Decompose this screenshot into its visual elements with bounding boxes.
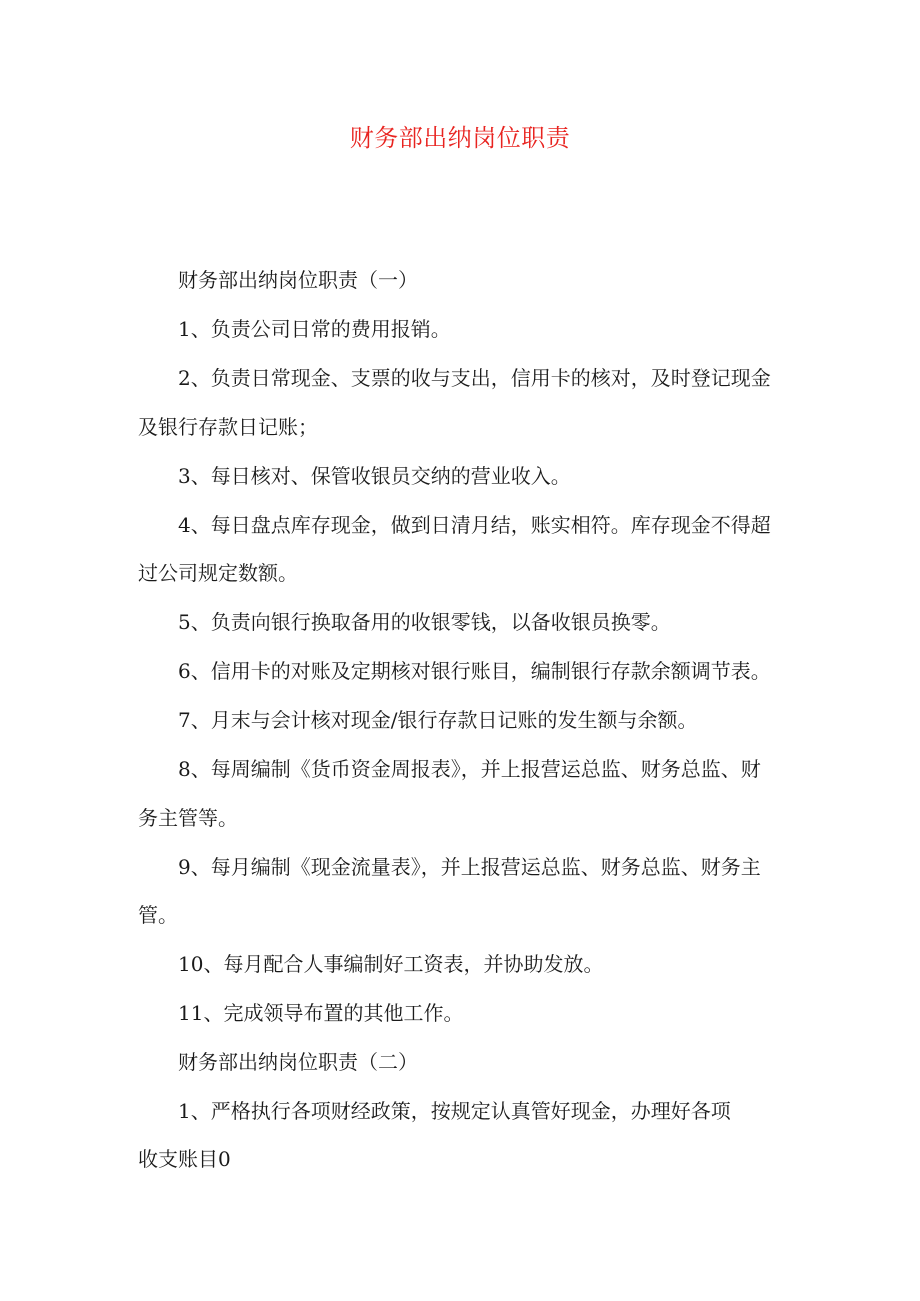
paragraph-line: 1、严格执行各项财经政策，按规定认真管好现金，办理好各项 [178, 1099, 731, 1123]
section-heading: 财务部出纳岗位职责（一） [178, 268, 418, 292]
paragraph-line: 收支账目0 [138, 1147, 231, 1171]
paragraph-line: 6、信用卡的对账及定期核对银行账目，编制银行存款余额调节表。 [178, 659, 771, 683]
paragraph-line: 11、完成领导布置的其他工作。 [178, 1001, 464, 1025]
paragraph-line: 2、负责日常现金、支票的收与支出，信用卡的核对，及时登记现金 [178, 366, 771, 390]
paragraph-line: 过公司规定数额。 [138, 561, 298, 585]
paragraph-line: 7、月末与会计核对现金/银行存款日记账的发生额与余额。 [178, 708, 698, 732]
paragraph-line: 8、每周编制《货币资金周报表》，并上报营运总监、财务总监、财 [178, 757, 761, 781]
document-title: 财务部出纳岗位职责 [349, 124, 571, 152]
paragraph-line: 9、每月编制《现金流量表》，并上报营运总监、财务总监、财务主 [178, 855, 761, 879]
paragraph-line: 管。 [138, 903, 178, 927]
paragraph-line: 5、负责向银行换取备用的收银零钱，以备收银员换零。 [178, 610, 671, 634]
paragraph-line: 4、每日盘点库存现金，做到日清月结，账实相符。库存现金不得超 [178, 513, 771, 537]
section-heading: 财务部出纳岗位职责（二） [178, 1050, 418, 1074]
paragraph-line: 10、每月配合人事编制好工资表，并协助发放。 [178, 952, 604, 976]
paragraph-line: 1、负责公司日常的费用报销。 [178, 317, 451, 341]
paragraph-line: 及银行存款日记账； [138, 415, 318, 439]
paragraph-line: 务主管等。 [138, 806, 238, 830]
paragraph-line: 3、每日核对、保管收银员交纳的营业收入。 [178, 464, 571, 488]
